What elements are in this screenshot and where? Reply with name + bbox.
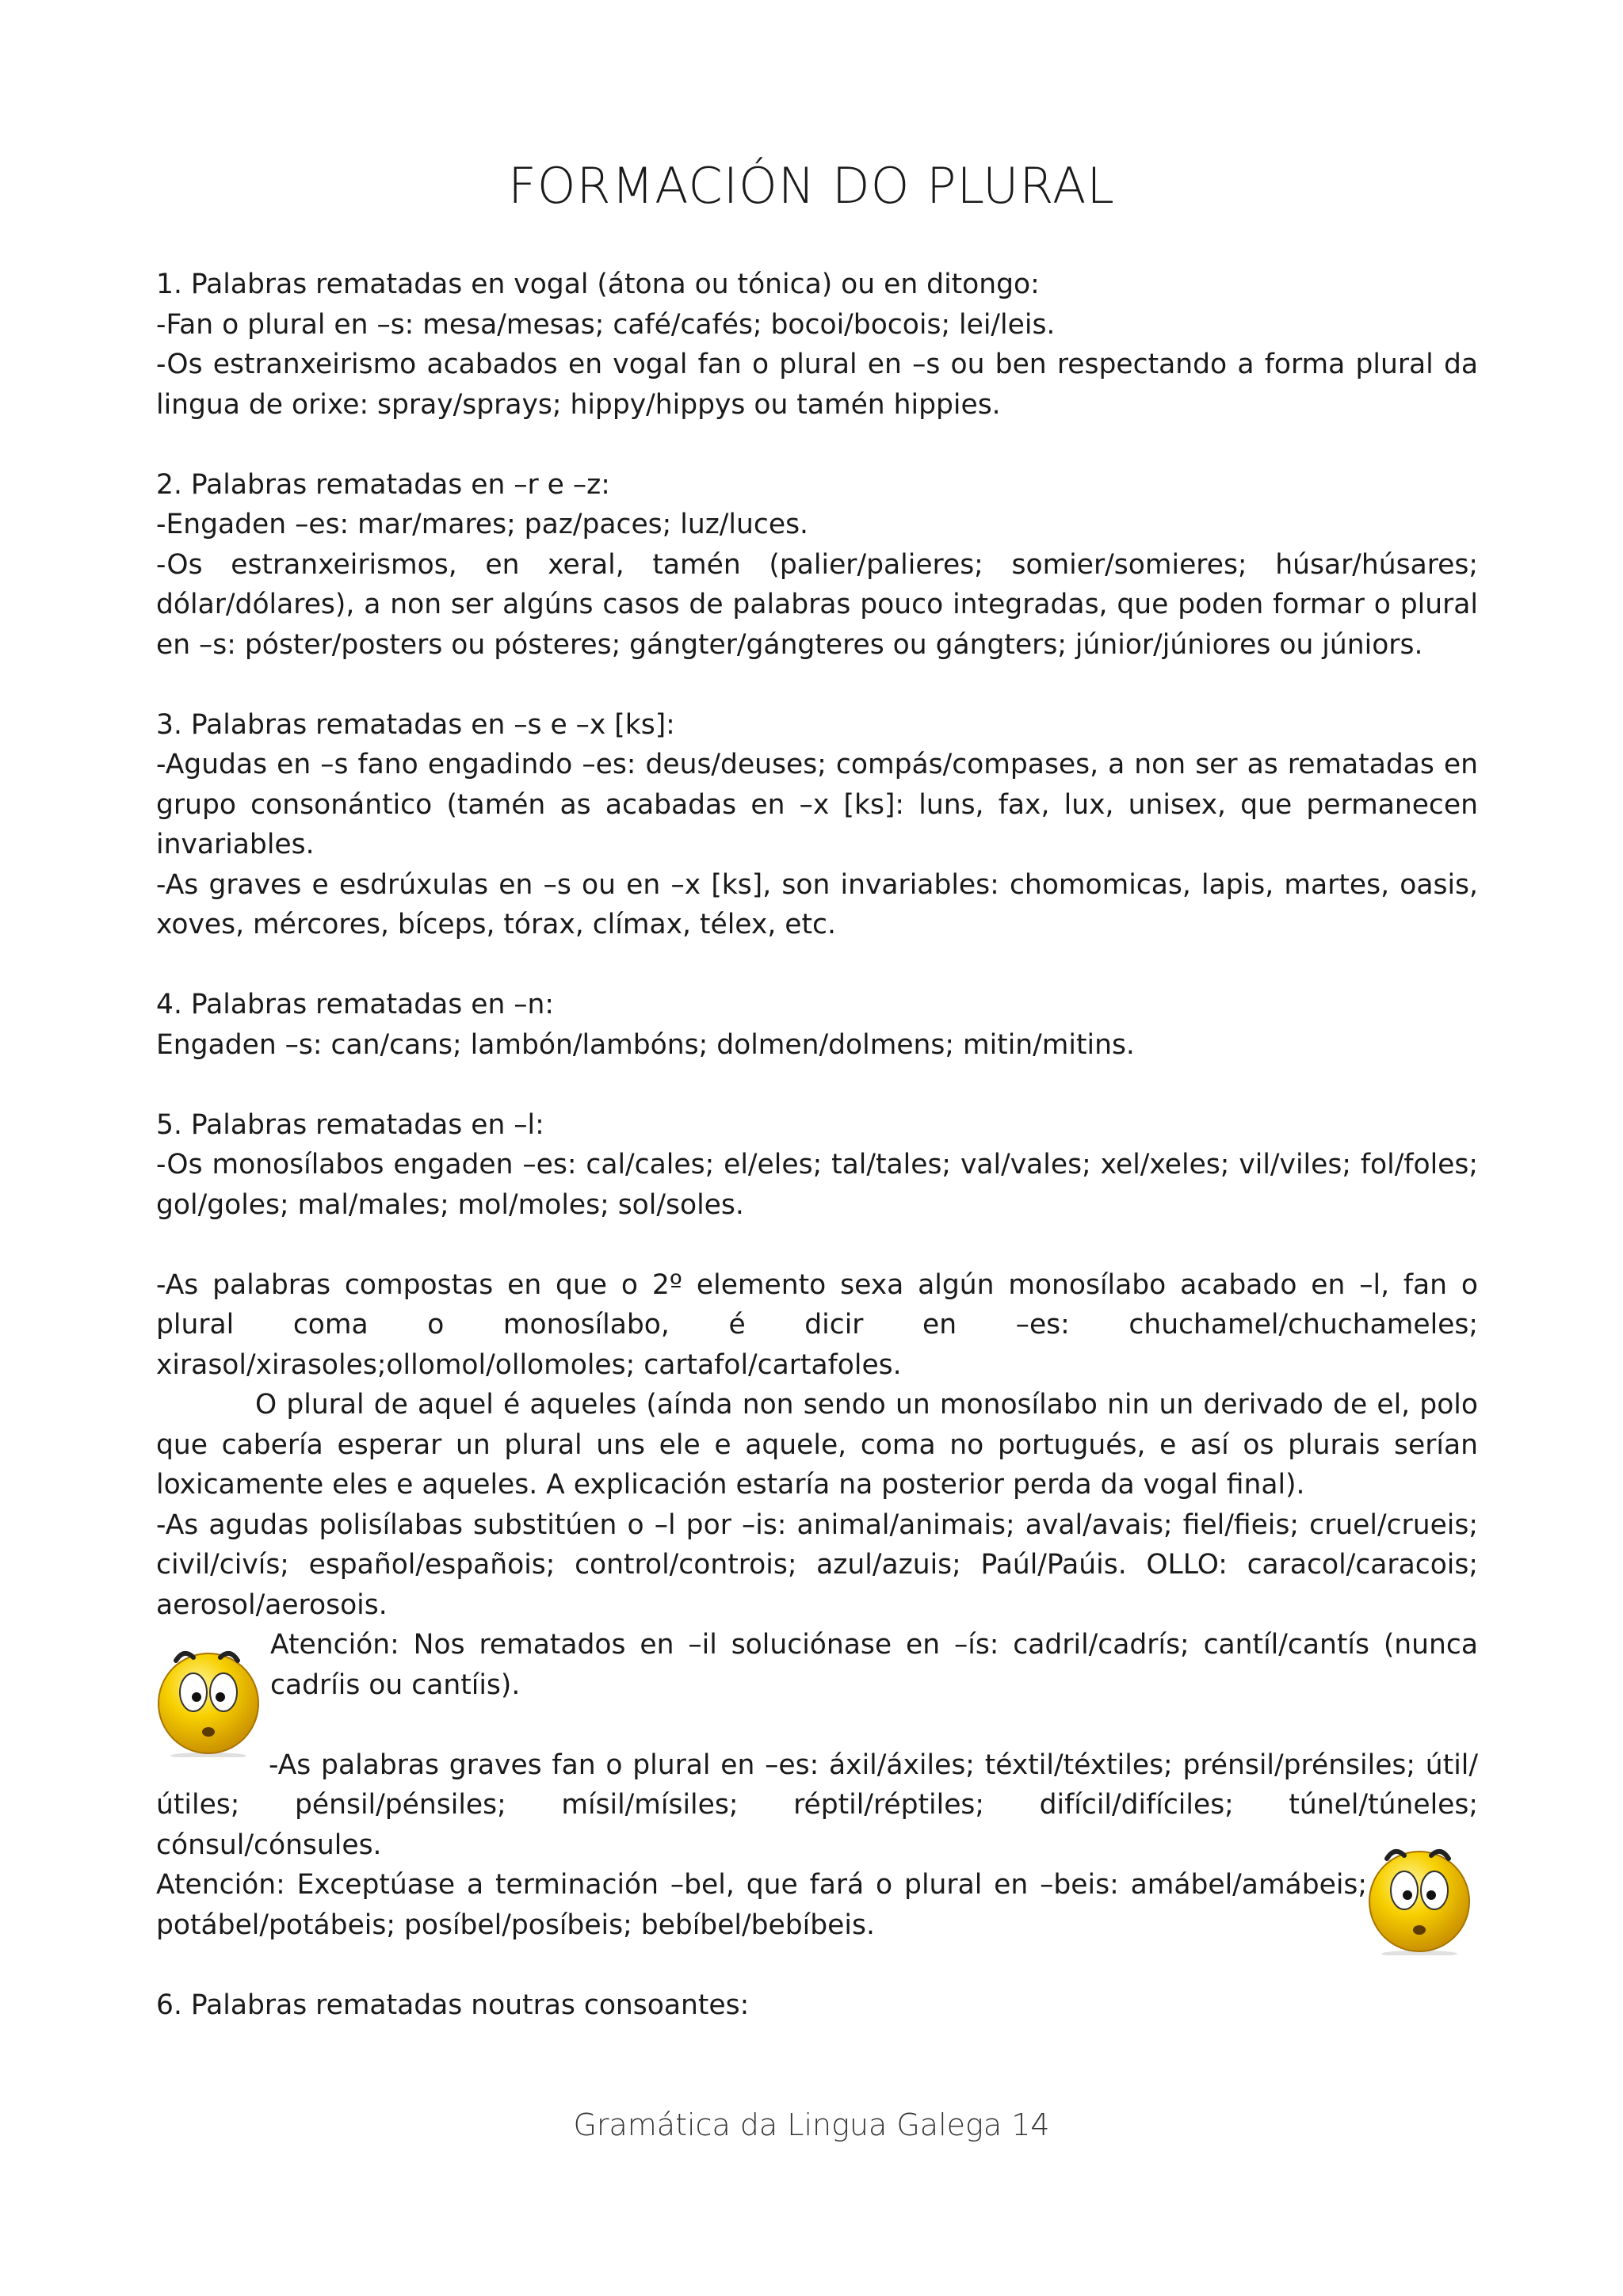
- page-title: FORMACIÓN DO PLURAL: [508, 157, 1115, 215]
- section-5-rule-5: -As palabras graves fan o plural en –es: áxil/áxiles; téxtil/téxtiles; prénsil/prénsiles; útil/útiles; pénsil/pénsiles; mísil/mísiles; réptil/réptiles; difícil/difíciles; túnel/túneles; cónsul/cónsules.: [156, 1749, 1478, 1861]
- section-5-attention-2: Atención: Exceptúase a terminación –bel, que fará o plural en –beis: amábel/amábeis; potábel/potábeis; posíbel/posíbeis; bebíbel/bebíbeis.: [156, 1869, 1367, 1941]
- section-5-heading: 5. Palabras rematadas en –l:: [156, 1108, 544, 1141]
- section-6-heading: 6. Palabras rematadas noutras consoantes:: [156, 1989, 750, 2021]
- section-2-rule-2: -Os estranxeirismos, en xeral, tamén (palier/palieres; somier/somieres; húsar/húsares; dólar/dólares), a non ser algúns casos de palabras pouco integradas, que poden formar o plural en –s: póster/posters ou pósteres; gángter/gángteres ou gángters; júnior/júniores ou júniors.: [156, 548, 1478, 661]
- spacer: [156, 1065, 1478, 1105]
- section-1-heading: 1. Palabras rematadas en vogal (átona ou tónica) ou en ditongo:: [156, 269, 1040, 300]
- section-5-attention-1: Atención: Nos rematados en –il soluciónase en –ís: cadril/cadrís; cantíl/cantís (nunca cadríis ou cantíis).: [270, 1629, 1478, 1701]
- section-3-rule-2: -As graves e esdrúxulas en –s ou en –x [ks], son invariables: chomomicas, lapis, martes, oasis, xoves, mércores, bíceps, tórax, clímax, télex, etc.: [156, 868, 1478, 940]
- spacer: [156, 1225, 1478, 1265]
- spacer: [156, 425, 1478, 465]
- section-3-rule-1: -Agudas en –s fano engadindo –es: deus/deuses; compás/compases, a non ser as rematadas en grupo consonántico (tamén as acabadas en –x [ks]: luns, fax, lux, unisex, que permanecen invariables.: [156, 749, 1478, 860]
- section-2-heading: 2. Palabras rematadas en –r e –z:: [156, 468, 610, 501]
- section-4-heading: 4. Palabras rematadas en –n:: [156, 989, 555, 1020]
- section-5-rule-3: O plural de aquel é aqueles (aínda non sendo un monosílabo nin un derivado de el, polo que cabería esperar un plural uns ele e aquele, coma no portugués, e así os plurais serían loxicamente eles e aqueles. A explicación estaría na posterior perda da vogal final).: [156, 1389, 1478, 1501]
- section-5-rule-4: -As agudas polisílabas substitúen o –l por –is: animal/animais; aval/avais; fiel/fieis; cruel/crueis; civil/civís; español/españois; control/controis; azul/azuis; Paúl/Paúis. OLLO: caracol/caracois; aerosol/aerosois.: [156, 1508, 1478, 1621]
- section-5-rule-2: -As palabras compostas en que o 2º elemento sexa algún monosílabo acabado en –l, fan o plural coma o monosílabo, é dicir en –es: chuchamel/chuchameles; xirasol/xirasoles;ollomol/ollomoles; cartafol/cartafoles.: [156, 1268, 1478, 1381]
- section-1-rule-1: -Fan o plural en –s: mesa/mesas; café/cafés; bocoi/bocois; lei/leis.: [156, 308, 1056, 341]
- section-2-rule-1: -Engaden –es: mar/mares; paz/paces; luz/luces.: [156, 509, 809, 540]
- section-3-heading: 3. Palabras rematadas en –s e –x [ks]:: [156, 708, 675, 741]
- surprised-smiley-icon: [1366, 1836, 1472, 1955]
- section-4-rule-1: Engaden –s: can/cans; lambón/lambóns; dolmen/dolmens; mitin/mitins.: [156, 1028, 1135, 1061]
- spacer: [156, 665, 1478, 705]
- spacer: [156, 945, 1478, 986]
- page-footer: Gramática da Lingua Galega 14: [573, 2107, 1050, 2142]
- section-1-rule-2: -Os estranxeirismo acabados en vogal fan o plural en –s ou ben respectando a forma plural da lingua de orixe: spray/sprays; hippy/hippys ou tamén hippies.: [156, 349, 1478, 421]
- spacer: [156, 1945, 1478, 1985]
- surprised-smiley-icon: [155, 1638, 262, 1757]
- document-body: [156, 265, 1478, 2025]
- section-5-rule-1: -Os monosílabos engaden –es: cal/cales; el/eles; tal/tales; val/vales; xel/xeles; vil/viles; fol/foles; gol/goles; mal/males; mol/moles; sol/soles.: [156, 1149, 1478, 1221]
- spacer: [156, 1705, 1478, 1745]
